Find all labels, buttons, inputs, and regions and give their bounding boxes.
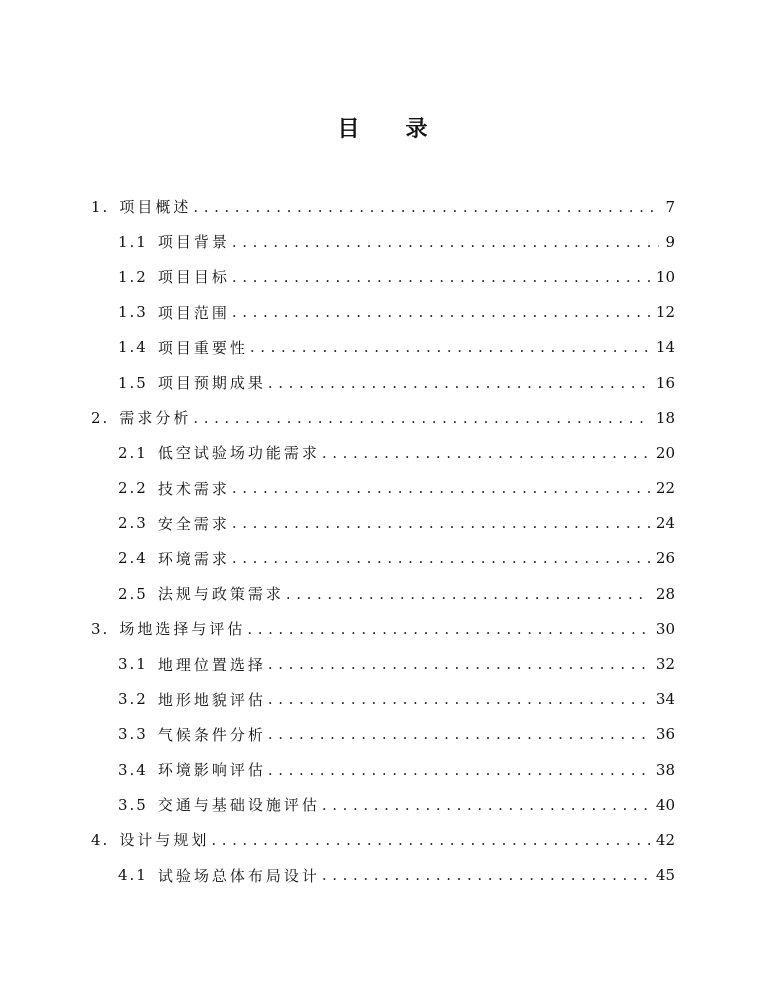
toc-entry-number: 1. (91, 197, 110, 216)
toc-dot-leader (232, 233, 660, 251)
toc-entry-label: 项目背景 (157, 233, 230, 252)
toc-entry-number: 2.2 (118, 479, 148, 498)
toc-entry-label: 环境需求 (157, 549, 230, 568)
toc-entry-label: 交通与基础设施评估 (157, 796, 320, 815)
toc-entry-label: 低空试验场功能需求 (157, 444, 320, 463)
toc-dot-leader (211, 831, 650, 849)
toc-entry-label: 地理位置选择 (157, 655, 266, 674)
toc-entry-label: 地形地貌评估 (157, 690, 266, 709)
toc-dot-leader (193, 198, 659, 216)
toc-entry-number: 1.3 (118, 303, 148, 322)
toc-entry-number: 1.4 (118, 338, 148, 357)
toc-entry-page-number: 32 (655, 655, 675, 674)
toc-entry-number: 2.4 (118, 549, 148, 568)
toc-entry-label: 需求分析 (119, 409, 192, 428)
toc-dot-leader (268, 655, 650, 673)
toc-entry-number: 1.2 (118, 267, 148, 286)
toc-entry-page-number: 20 (655, 443, 675, 462)
toc-entry-page-number: 40 (655, 795, 675, 814)
toc-dot-leader (247, 620, 650, 638)
page-title (0, 112, 765, 143)
toc-section-entry[interactable] (0, 646, 765, 681)
toc-dot-leader (268, 725, 650, 743)
toc-section-entry[interactable] (0, 259, 765, 294)
toc-entry-number: 3.1 (118, 655, 148, 674)
toc-entry-label: 项目重要性 (157, 338, 248, 357)
page-title-char-2: 录 (405, 117, 428, 142)
toc-entry-label: 设计与规划 (119, 831, 210, 850)
toc-entry-label: 项目预期成果 (157, 374, 266, 393)
toc-chapter-entry[interactable] (0, 189, 765, 224)
toc-dot-leader (250, 338, 650, 356)
toc-section-entry[interactable] (0, 576, 765, 611)
toc-entry-page-number: 36 (655, 725, 675, 744)
toc-dot-leader (232, 303, 650, 321)
toc-entry-label: 项目目标 (157, 268, 230, 287)
toc-entry-number: 2.5 (118, 584, 148, 603)
toc-dot-leader (322, 796, 650, 814)
toc-entry-number: 3.4 (118, 760, 148, 779)
toc-entry-page-number: 18 (655, 408, 675, 427)
toc-entry-label: 气候条件分析 (157, 725, 266, 744)
toc-entry-page-number: 26 (655, 549, 675, 568)
toc-dot-leader (232, 549, 650, 567)
toc-entry-number: 4. (91, 830, 110, 849)
toc-entry-label: 安全需求 (157, 514, 230, 533)
toc-dot-leader (268, 374, 650, 392)
toc-section-entry[interactable] (0, 435, 765, 470)
toc-entry-number: 1.1 (118, 232, 148, 251)
toc-chapter-entry[interactable] (0, 611, 765, 646)
toc-entry-label: 项目概述 (119, 198, 192, 217)
toc-entry-page-number: 24 (655, 514, 675, 533)
toc-chapter-entry[interactable] (0, 822, 765, 857)
toc-dot-leader (232, 479, 650, 497)
toc-entry-number: 2.1 (118, 443, 148, 462)
toc-dot-leader (322, 866, 650, 884)
toc-dot-leader (268, 761, 650, 779)
toc-entry-page-number: 22 (655, 479, 675, 498)
toc-entry-number: 1.5 (118, 373, 148, 392)
toc-entry-label: 场地选择与评估 (119, 620, 246, 639)
toc-entry-label: 法规与政策需求 (157, 585, 284, 604)
table-of-contents (0, 189, 765, 893)
toc-entry-label: 项目范围 (157, 303, 230, 322)
toc-entry-page-number: 7 (665, 197, 675, 216)
toc-entry-label: 环境影响评估 (157, 761, 266, 780)
toc-chapter-entry[interactable] (0, 400, 765, 435)
toc-entry-label: 试验场总体布局设计 (157, 866, 320, 885)
toc-section-entry[interactable] (0, 787, 765, 822)
toc-entry-page-number: 9 (665, 232, 675, 251)
toc-section-entry[interactable] (0, 330, 765, 365)
toc-dot-leader (232, 514, 650, 532)
toc-entry-page-number: 14 (655, 338, 675, 357)
toc-entry-number: 2.3 (118, 514, 148, 533)
toc-section-entry[interactable] (0, 717, 765, 752)
toc-dot-leader (322, 444, 650, 462)
toc-section-entry[interactable] (0, 752, 765, 787)
page-title-char-1: 目 (337, 117, 360, 142)
toc-section-entry[interactable] (0, 858, 765, 893)
toc-entry-page-number: 34 (655, 690, 675, 709)
toc-entry-number: 3.5 (118, 795, 148, 814)
toc-dot-leader (286, 585, 650, 603)
toc-entry-number: 3.3 (118, 725, 148, 744)
toc-dot-leader (193, 409, 650, 427)
toc-section-entry[interactable] (0, 682, 765, 717)
toc-section-entry[interactable] (0, 365, 765, 400)
toc-entry-page-number: 16 (655, 373, 675, 392)
toc-section-entry[interactable] (0, 541, 765, 576)
toc-entry-number: 3. (91, 619, 110, 638)
toc-entry-page-number: 45 (655, 866, 675, 885)
toc-entry-number: 4.1 (118, 866, 148, 885)
toc-dot-leader (232, 268, 650, 286)
toc-entry-page-number: 38 (655, 760, 675, 779)
toc-entry-page-number: 10 (655, 267, 675, 286)
toc-entry-page-number: 42 (655, 830, 675, 849)
toc-entry-number: 3.2 (118, 690, 148, 709)
toc-dot-leader (268, 690, 650, 708)
toc-entry-page-number: 30 (655, 619, 675, 638)
toc-section-entry[interactable] (0, 224, 765, 259)
toc-entry-page-number: 28 (655, 584, 675, 603)
toc-section-entry[interactable] (0, 506, 765, 541)
toc-entry-number: 2. (91, 408, 110, 427)
toc-section-entry[interactable] (0, 295, 765, 330)
toc-section-entry[interactable] (0, 471, 765, 506)
toc-entry-label: 技术需求 (157, 479, 230, 498)
toc-entry-page-number: 12 (655, 303, 675, 322)
